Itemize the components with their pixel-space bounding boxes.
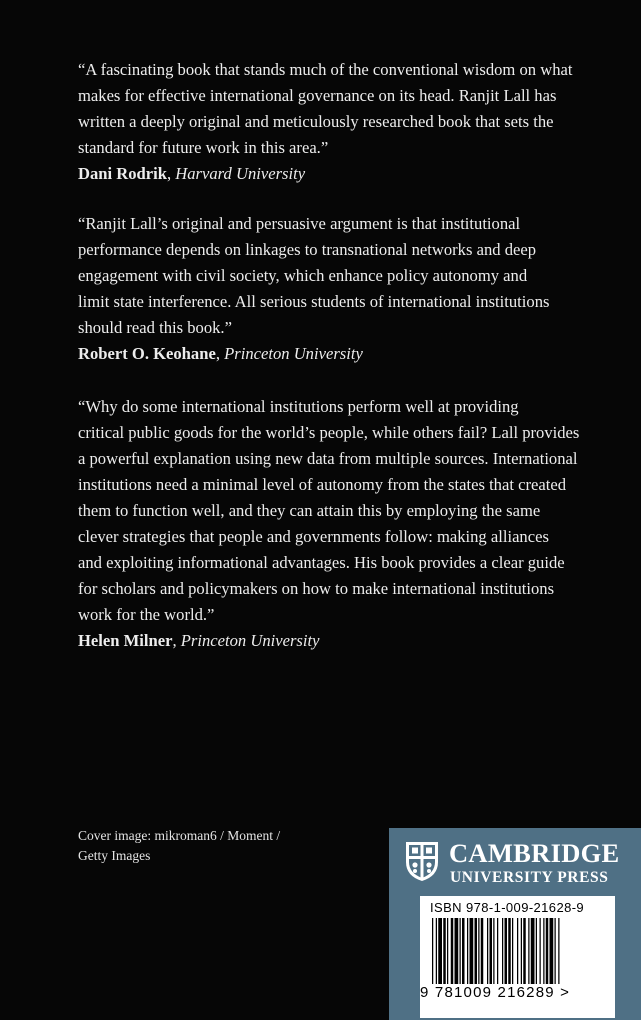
barcode-bar — [517, 918, 518, 984]
quote-line: clever strategies that people and governments follow: making alliances — [78, 527, 549, 546]
barcode-bar — [493, 918, 494, 984]
quote-line: “Ranjit Lall’s original and persuasive argument is that institutional — [78, 214, 521, 233]
barcode-bar — [475, 918, 478, 984]
barcode-bar — [528, 918, 529, 984]
barcode-bar — [451, 918, 454, 984]
quote-line: work for the world.” — [78, 605, 215, 624]
endorser-affiliation: Harvard University — [175, 164, 306, 183]
endorsement-milner — [78, 394, 598, 654]
barcode-bar — [481, 918, 484, 984]
barcode-bar — [546, 918, 549, 984]
barcode-bar — [550, 918, 554, 984]
barcode-digits: 9 781009 216289 > — [420, 984, 571, 1001]
quote-line: should read this book.” — [78, 318, 232, 337]
barcode-bar — [455, 918, 459, 984]
barcode-bar — [432, 918, 433, 984]
endorsement-attribution: Helen Milner, Princeton University — [78, 631, 320, 650]
quote-line: performance depends on linkages to transnational networks and deep — [78, 240, 537, 259]
barcode-bar — [558, 918, 559, 984]
barcode-bar — [460, 918, 461, 984]
quote-line: makes for effective international governance on its head. Ranjit Lall has — [78, 86, 557, 105]
barcode-bar — [443, 918, 446, 984]
isbn-label: ISBN 978-1-009-21628-9 — [430, 900, 585, 915]
quote-line: engagement with civil society, which enhance policy autonomy and — [78, 266, 528, 285]
credit-line: Cover image: mikroman6 / Moment / — [78, 828, 281, 843]
endorsement-keohane — [78, 211, 598, 367]
barcode-bar — [523, 918, 526, 984]
endorser-affiliation: Princeton University — [224, 344, 363, 363]
quote-line: “A fascinating book that stands much of the conventional wisdom on what — [78, 60, 573, 79]
barcode — [420, 896, 615, 1018]
barcode-bar — [462, 918, 465, 984]
barcode-bar — [490, 918, 493, 984]
publisher-name: CAMBRIDGE — [449, 838, 620, 868]
barcode-bar — [512, 918, 513, 984]
endorser-affiliation: Princeton University — [180, 631, 320, 650]
endorser-name: Helen Milner — [78, 631, 173, 650]
barcode-bar — [447, 918, 448, 984]
endorsement-attribution: Robert O. Keohane, Princeton University — [78, 344, 363, 363]
quote-line: institutions need a minimal level of autonomy from the states that created — [78, 475, 567, 494]
quote-line: written a deeply original and meticulously researched book that sets the — [78, 112, 554, 131]
endorsement-attribution: Dani Rodrik, Harvard University — [78, 164, 306, 183]
credit-line: Getty Images — [78, 848, 151, 863]
endorsement-rodrik — [78, 57, 598, 187]
barcode-bar — [536, 918, 537, 984]
barcode-bars — [432, 918, 604, 984]
quote-line: them to function well, and they can attain this by employing the same — [78, 501, 541, 520]
barcode-bar — [543, 918, 544, 984]
barcode-bar — [521, 918, 522, 984]
barcode-bar — [505, 918, 508, 984]
barcode-bar — [497, 918, 498, 984]
barcode-bar — [508, 918, 511, 984]
barcode-bar — [555, 918, 556, 984]
quote-line: limit state interference. All serious students of international institutions — [78, 292, 550, 311]
publisher-subtitle: UNIVERSITY PRESS — [450, 869, 609, 886]
cover-image-credit — [78, 826, 280, 866]
publisher-panel — [389, 828, 641, 1020]
barcode-bar — [540, 918, 541, 984]
quote-line: and exploiting informational advantages. His book provides a clear guide — [78, 553, 565, 572]
barcode-bar — [467, 918, 468, 984]
barcode-bar — [502, 918, 503, 984]
cambridge-crest-icon — [404, 840, 440, 882]
quote-line: a powerful explanation using new data from multiple sources. International — [78, 449, 578, 468]
quote-line: standard for future work in this area.” — [78, 138, 329, 157]
barcode-bar — [438, 918, 442, 984]
endorser-name: Dani Rodrik — [78, 164, 167, 183]
barcode-bar — [436, 918, 437, 984]
barcode-bar — [487, 918, 488, 984]
quote-line: for scholars and policymakers on how to make international institutions — [78, 579, 555, 598]
quote-line: “Why do some international institutions perform well at providing — [78, 397, 519, 416]
quote-line: critical public goods for the world’s people, while others fail? Lall provides — [78, 423, 580, 442]
barcode-bar — [478, 918, 479, 984]
barcode-bar — [531, 918, 535, 984]
barcode-bar — [470, 918, 474, 984]
endorser-name: Robert O. Keohane — [78, 344, 216, 363]
